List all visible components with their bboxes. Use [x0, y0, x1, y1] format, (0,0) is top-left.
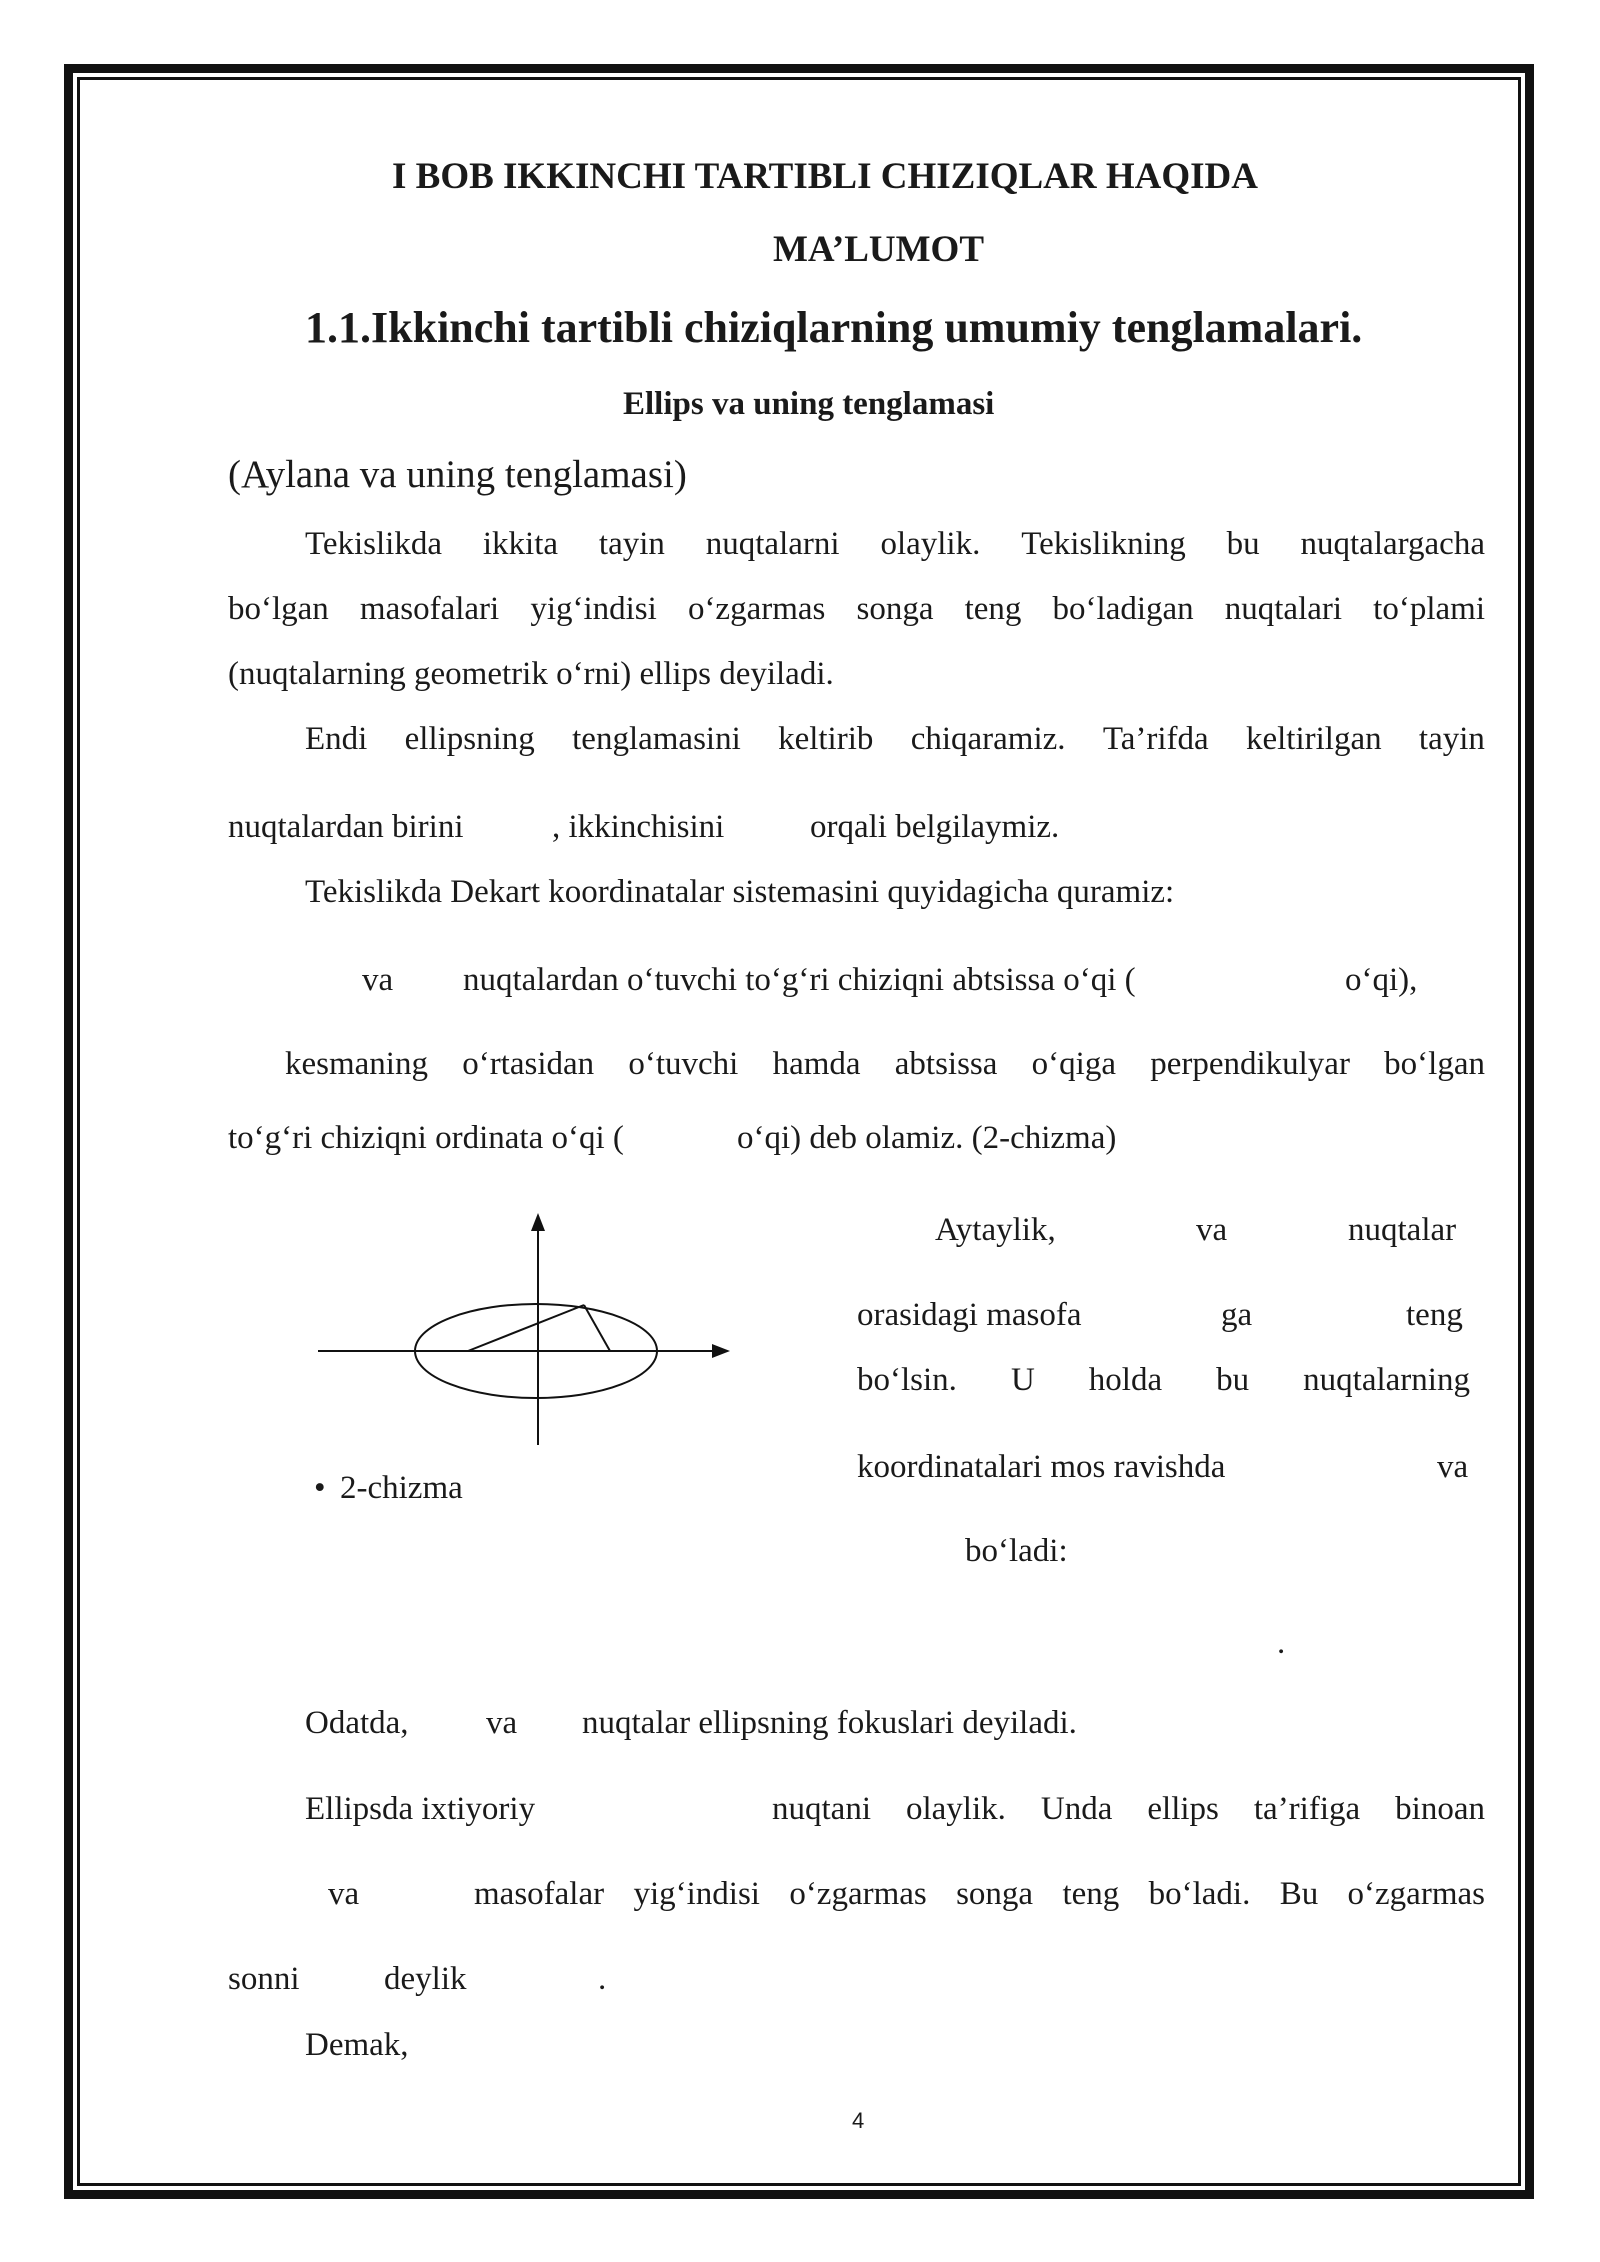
word: masofalari	[359, 591, 500, 627]
word: ellipsning	[404, 721, 535, 757]
word: bu	[1226, 526, 1260, 562]
right-r3	[857, 1362, 1470, 1399]
x-axis-arrow	[712, 1344, 730, 1358]
word: Bu	[1279, 1876, 1319, 1912]
chapter-title-line1: I BOB IKKINCHI TARTIBLI CHIZIQLAR HAQIDA	[392, 156, 1258, 197]
word: holda	[1088, 1362, 1163, 1398]
word: olaylik.	[880, 526, 981, 562]
focal-radius-1	[468, 1305, 584, 1351]
word: songa	[856, 591, 934, 627]
page-number: 4	[852, 2108, 865, 2133]
word: o‘qiga	[1031, 1046, 1116, 1082]
word: Unda	[1040, 1791, 1113, 1827]
section-title: 1.1.Ikkinchi tartibli chiziqlarning umumiy tenglamalari.	[305, 303, 1363, 352]
para7-line3a: sonni	[228, 1961, 300, 1997]
word: ikkita	[482, 526, 559, 562]
word: Endi	[305, 721, 368, 757]
right-r2-c: teng	[1406, 1297, 1463, 1333]
aylana-note: (Aylana va uning tenglamasi)	[228, 453, 687, 496]
para7-line3c: .	[598, 1961, 607, 1997]
word: ellips	[1147, 1791, 1219, 1827]
word: U	[1010, 1362, 1035, 1398]
para4-end: o‘qi),	[1345, 962, 1418, 998]
word: nuqtalarni	[705, 526, 840, 562]
word: bo‘lsin.	[857, 1362, 957, 1398]
word: bo‘ladigan	[1052, 591, 1194, 627]
word: nuqtalargacha	[1300, 526, 1485, 562]
word: nuqtalari	[1224, 591, 1343, 627]
word: Tekislikda	[305, 526, 442, 562]
para7-line3b: deylik	[384, 1961, 467, 1997]
para5-line2b: o‘qi) deb olamiz. (2-chizma)	[737, 1120, 1117, 1156]
right-r5: bo‘ladi:	[965, 1533, 1068, 1569]
word: yig‘indisi	[633, 1876, 760, 1912]
word: bo‘lgan	[1384, 1046, 1485, 1082]
para6-b: va	[486, 1705, 518, 1741]
para2-line1	[305, 721, 1485, 758]
para6-a: Odatda,	[305, 1705, 409, 1741]
para1-line2	[228, 591, 1485, 628]
para1-line1	[305, 526, 1485, 563]
right-r2-b: ga	[1221, 1297, 1253, 1333]
right-r1-c: nuqtalar	[1348, 1212, 1457, 1248]
word: o‘zgarmas	[1347, 1876, 1485, 1912]
word: nuqtani	[772, 1791, 871, 1827]
para8: Demak,	[305, 2027, 409, 2063]
word: kesmaning	[285, 1046, 428, 1082]
right-r4-b: va	[1437, 1449, 1469, 1485]
para3: Tekislikda Dekart koordinatalar sistemasini quyidagicha quramiz:	[305, 874, 1175, 910]
figure-bullet: •	[314, 1470, 326, 1506]
chapter-title-line2: MA’LUMOT	[773, 229, 984, 270]
para2-line2a: nuqtalardan birini	[228, 809, 464, 845]
para5-line1	[285, 1046, 1485, 1083]
figure-caption: 2-chizma	[340, 1470, 463, 1506]
para1-line3: (nuqtalarning geometrik o‘rni) ellips deyiladi.	[228, 656, 834, 692]
word: bo‘lgan	[228, 591, 329, 627]
word: songa	[956, 1876, 1034, 1912]
para6-c: nuqtalar ellipsning fokuslari deyiladi.	[582, 1705, 1077, 1741]
word: tayin	[1418, 721, 1485, 757]
word: abtsissa	[894, 1046, 998, 1082]
word: bu	[1216, 1362, 1250, 1398]
word: bo‘ladi.	[1148, 1876, 1251, 1912]
word: Ta’rifda	[1102, 721, 1209, 757]
right-r1-a: Aytaylik,	[935, 1212, 1056, 1248]
word: perpendikulyar	[1150, 1046, 1350, 1082]
para4-text: nuqtalardan o‘tuvchi to‘g‘ri chiziqni abtsissa o‘qi (	[463, 962, 1136, 998]
word: to‘plami	[1373, 591, 1485, 627]
word: tayin	[598, 526, 665, 562]
word: o‘tuvchi	[628, 1046, 739, 1082]
para7-line1a: Ellipsda ixtiyoriy	[305, 1791, 536, 1827]
word: nuqtalarning	[1303, 1362, 1470, 1398]
word: keltirilgan	[1245, 721, 1382, 757]
para5-line2a: to‘g‘ri chiziqni ordinata o‘qi (	[228, 1120, 624, 1156]
word: o‘rtasidan	[462, 1046, 595, 1082]
word: yig‘indisi	[530, 591, 657, 627]
word: teng	[964, 591, 1022, 627]
subtitle: Ellips va uning tenglamasi	[623, 386, 995, 422]
word: tenglamasini	[572, 721, 741, 757]
para2-line2b: , ikkinchisini	[552, 809, 725, 845]
word: olaylik.	[905, 1791, 1006, 1827]
word: o‘zgarmas	[687, 591, 826, 627]
word: binoan	[1395, 1791, 1485, 1827]
para4-va: va	[362, 962, 394, 998]
word: Tekislikning	[1021, 526, 1186, 562]
para2-line2c: orqali belgilaymiz.	[810, 809, 1060, 845]
right-dot: .	[1277, 1625, 1286, 1661]
right-r4-a: koordinatalari mos ravishda	[857, 1449, 1226, 1485]
word: o‘zgarmas	[789, 1876, 927, 1912]
para7-line2a: va	[328, 1876, 360, 1912]
word: chiqaramiz.	[910, 721, 1066, 757]
para7-line2b	[474, 1876, 1485, 1913]
word: ta’rifiga	[1253, 1791, 1361, 1827]
word: masofalar	[474, 1876, 605, 1912]
para7-line1b	[772, 1791, 1485, 1828]
right-r2-a: orasidagi masofa	[857, 1297, 1082, 1333]
word: teng	[1062, 1876, 1120, 1912]
y-axis-arrow	[531, 1213, 545, 1231]
word: hamda	[772, 1046, 861, 1082]
right-r1-b: va	[1196, 1212, 1228, 1248]
ellipse-diagram	[310, 1205, 740, 1455]
word: keltirib	[778, 721, 874, 757]
